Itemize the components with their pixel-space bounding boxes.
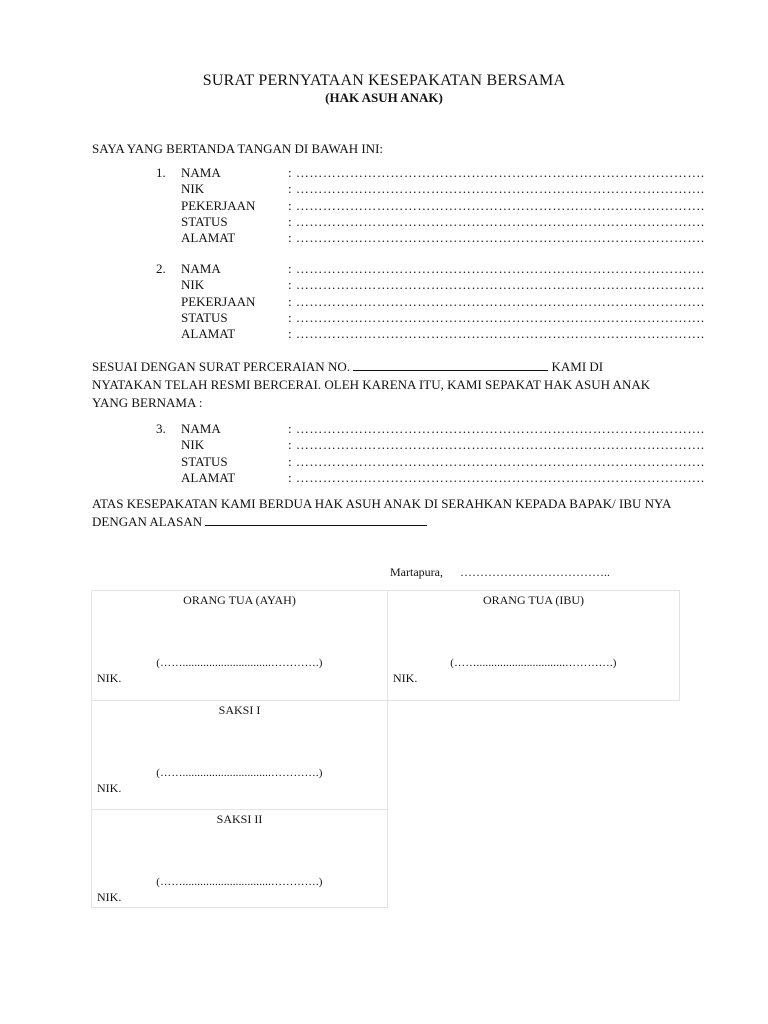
field-label: STATUS (181, 213, 228, 229)
signature-nik: NIK. (393, 671, 418, 685)
field-label: STATUS (181, 309, 228, 325)
field-label: NAMA (181, 165, 221, 180)
agreement-text: ATAS KESEPAKATAN KAMI BERDUA HAK ASUH ANAK DI SERAHKAN KEPADA BAPAK/ IBU NYA DENGAN ALASAN (92, 496, 671, 529)
field-label: NIK (181, 277, 205, 293)
field-blank: : ………………………………………………………………………………. (288, 469, 705, 485)
intro-text: SAYA YANG BERTANDA TANGAN DI BAWAH INI: (92, 141, 384, 156)
field-label: STATUS (181, 453, 228, 469)
signature-nik: NIK. (97, 781, 122, 795)
field-label: PEKERJAAN (181, 293, 256, 309)
field-blank: : ………………………………………………………………………………. (288, 437, 705, 453)
field-label: PEKERJAAN (181, 197, 256, 213)
field-blank: : ………………………………………………………………………………. (288, 309, 705, 325)
signature-line: (……..............................………….) (156, 767, 323, 779)
field-label: ALAMAT (181, 469, 236, 485)
divorce-paragraph (92, 358, 672, 412)
field-label: NIK (181, 437, 205, 453)
field-label: NAMA (181, 261, 221, 276)
signature-nik: NIK. (97, 671, 122, 685)
field-blank: : ………………………………………………………………………………. (288, 165, 705, 180)
field-label: NAMA (181, 421, 221, 436)
field-blank: : ………………………………………………………………………………. (288, 421, 705, 436)
divorce-number-blank (353, 359, 548, 371)
person2-number: 2. (156, 261, 166, 276)
document-subtitle: (HAK ASUH ANAK) (325, 90, 443, 105)
divorce-text-end: KAMI DI NYATAKAN TELAH RESMI BERCERAI. OLEH KARENA ITU, KAMI SEPAKAT HAK ASUH ANAK YANG BERNAMA : (92, 359, 651, 410)
field-label: NIK (181, 181, 205, 197)
signature-title: SAKSI I (218, 703, 261, 717)
signature-line: (……..............................………….) (156, 657, 323, 669)
signature-title: ORANG TUA (AYAH) (183, 593, 296, 607)
place-date-line (390, 565, 610, 580)
place-label: Martapura, (390, 565, 443, 579)
document-title: SURAT PERNYATAAN KESEPAKATAN BERSAMA (202, 72, 566, 89)
signature-nik: NIK. (97, 890, 122, 904)
field-blank: : ………………………………………………………………………………. (288, 197, 705, 213)
divorce-text-start: SESUAI DENGAN SURAT PERCERAIAN NO. (92, 359, 350, 374)
date-blank: ……………………………….. (459, 565, 610, 579)
signature-line: (……..............................………….) (450, 657, 617, 669)
signature-title: SAKSI II (216, 812, 263, 826)
signature-box-witness2 (91, 809, 388, 908)
field-blank: : ………………………………………………………………………………. (288, 213, 705, 229)
agreement-paragraph (92, 495, 672, 531)
reason-blank (205, 514, 427, 526)
field-blank: : ………………………………………………………………………………. (288, 261, 705, 276)
field-blank: : ………………………………………………………………………………. (288, 453, 705, 469)
child-number: 3. (156, 421, 166, 436)
signature-box-witness1 (91, 700, 388, 810)
field-label: ALAMAT (181, 326, 236, 342)
signature-box-father (91, 590, 388, 701)
signature-title: ORANG TUA (IBU) (482, 593, 585, 607)
field-blank: : ………………………………………………………………………………. (288, 293, 705, 309)
field-blank: : ………………………………………………………………………………. (288, 230, 705, 246)
field-blank: : ………………………………………………………………………………. (288, 326, 705, 342)
field-label: ALAMAT (181, 230, 236, 246)
field-blank: : ………………………………………………………………………………. (288, 277, 705, 293)
person1-number: 1. (156, 165, 166, 180)
field-blank: : ………………………………………………………………………………. (288, 181, 705, 197)
signature-line: (……..............................………….) (156, 876, 323, 888)
signature-box-mother (387, 590, 680, 701)
